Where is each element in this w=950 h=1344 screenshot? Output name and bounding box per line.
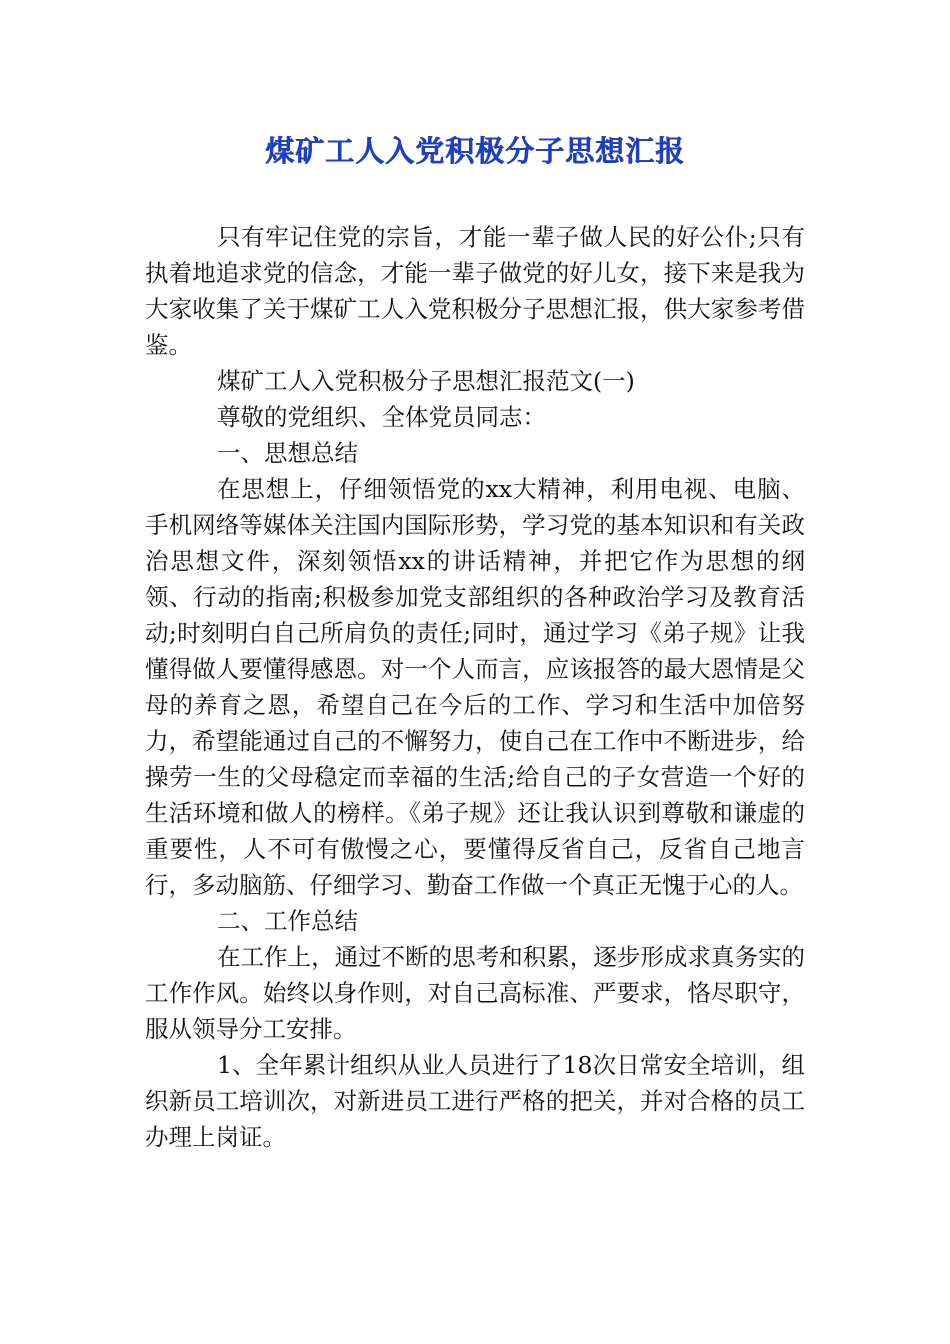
thought-paragraph: 在思想上，仔细领悟党的xx大精神，利用电视、电脑、手机网络等媒体关注国内国际形势，学习党的基本知识和有关政治思想文件，深刻领悟xx的讲话精神，并把它作为思想的纲领、行动的指南;积极参加党支部组织的各种政治学习及教育活动;时刻明白自己所肩负的责任;同时，通过学习《弟子规》让我懂得做人要懂得感恩。对一个人而言，应该报答的最大恩情是父母的养育之恩，希望自己在今后的工作、学习和生活中加倍努力，希望能通过自己的不懈努力，使自己在工作中不断进步，给操劳一生的父母稳定而幸福的生活;给自己的子女营造一个好的生活环境和做人的榜样。《弟子规》还让我认识到尊敬和谦虚的重要性，人不可有傲慢之心，要懂得反省自己，反省自己地言行，多动脑筋、仔细学习、勤奋工作做一个真正无愧于心的人。 (145, 475, 805, 899)
document-title: 煤矿工人入党积极分子思想汇报 (264, 134, 685, 168)
work-paragraph: 在工作上，通过不断的思考和积累，逐步形成求真务实的工作作风。始终以身作则，对自己高标准、严要求，恪尽职守，服从领导分工安排。 (145, 943, 805, 1043)
document-body (145, 219, 805, 1155)
work-item-1: 1、全年累计组织从业人员进行了18次日常安全培训，组织新员工培训次，对新进员工进行严格的把关，并对合格的员工办理上岗证。 (145, 1051, 805, 1151)
intro-paragraph: 只有牢记住党的宗旨，才能一辈子做人民的好公仆;只有执着地追求党的信念，才能一辈子做党的好儿女，接下来是我为大家收集了关于煤矿工人入党积极分子思想汇报，供大家参考借鉴。 (145, 223, 805, 359)
section-heading-thought: 一、思想总结 (217, 439, 358, 467)
section-heading-work: 二、工作总结 (217, 907, 358, 935)
sample-heading: 煤矿工人入党积极分子思想汇报范文(一) (217, 367, 635, 395)
salutation: 尊敬的党组织、全体党员同志： (217, 403, 546, 431)
